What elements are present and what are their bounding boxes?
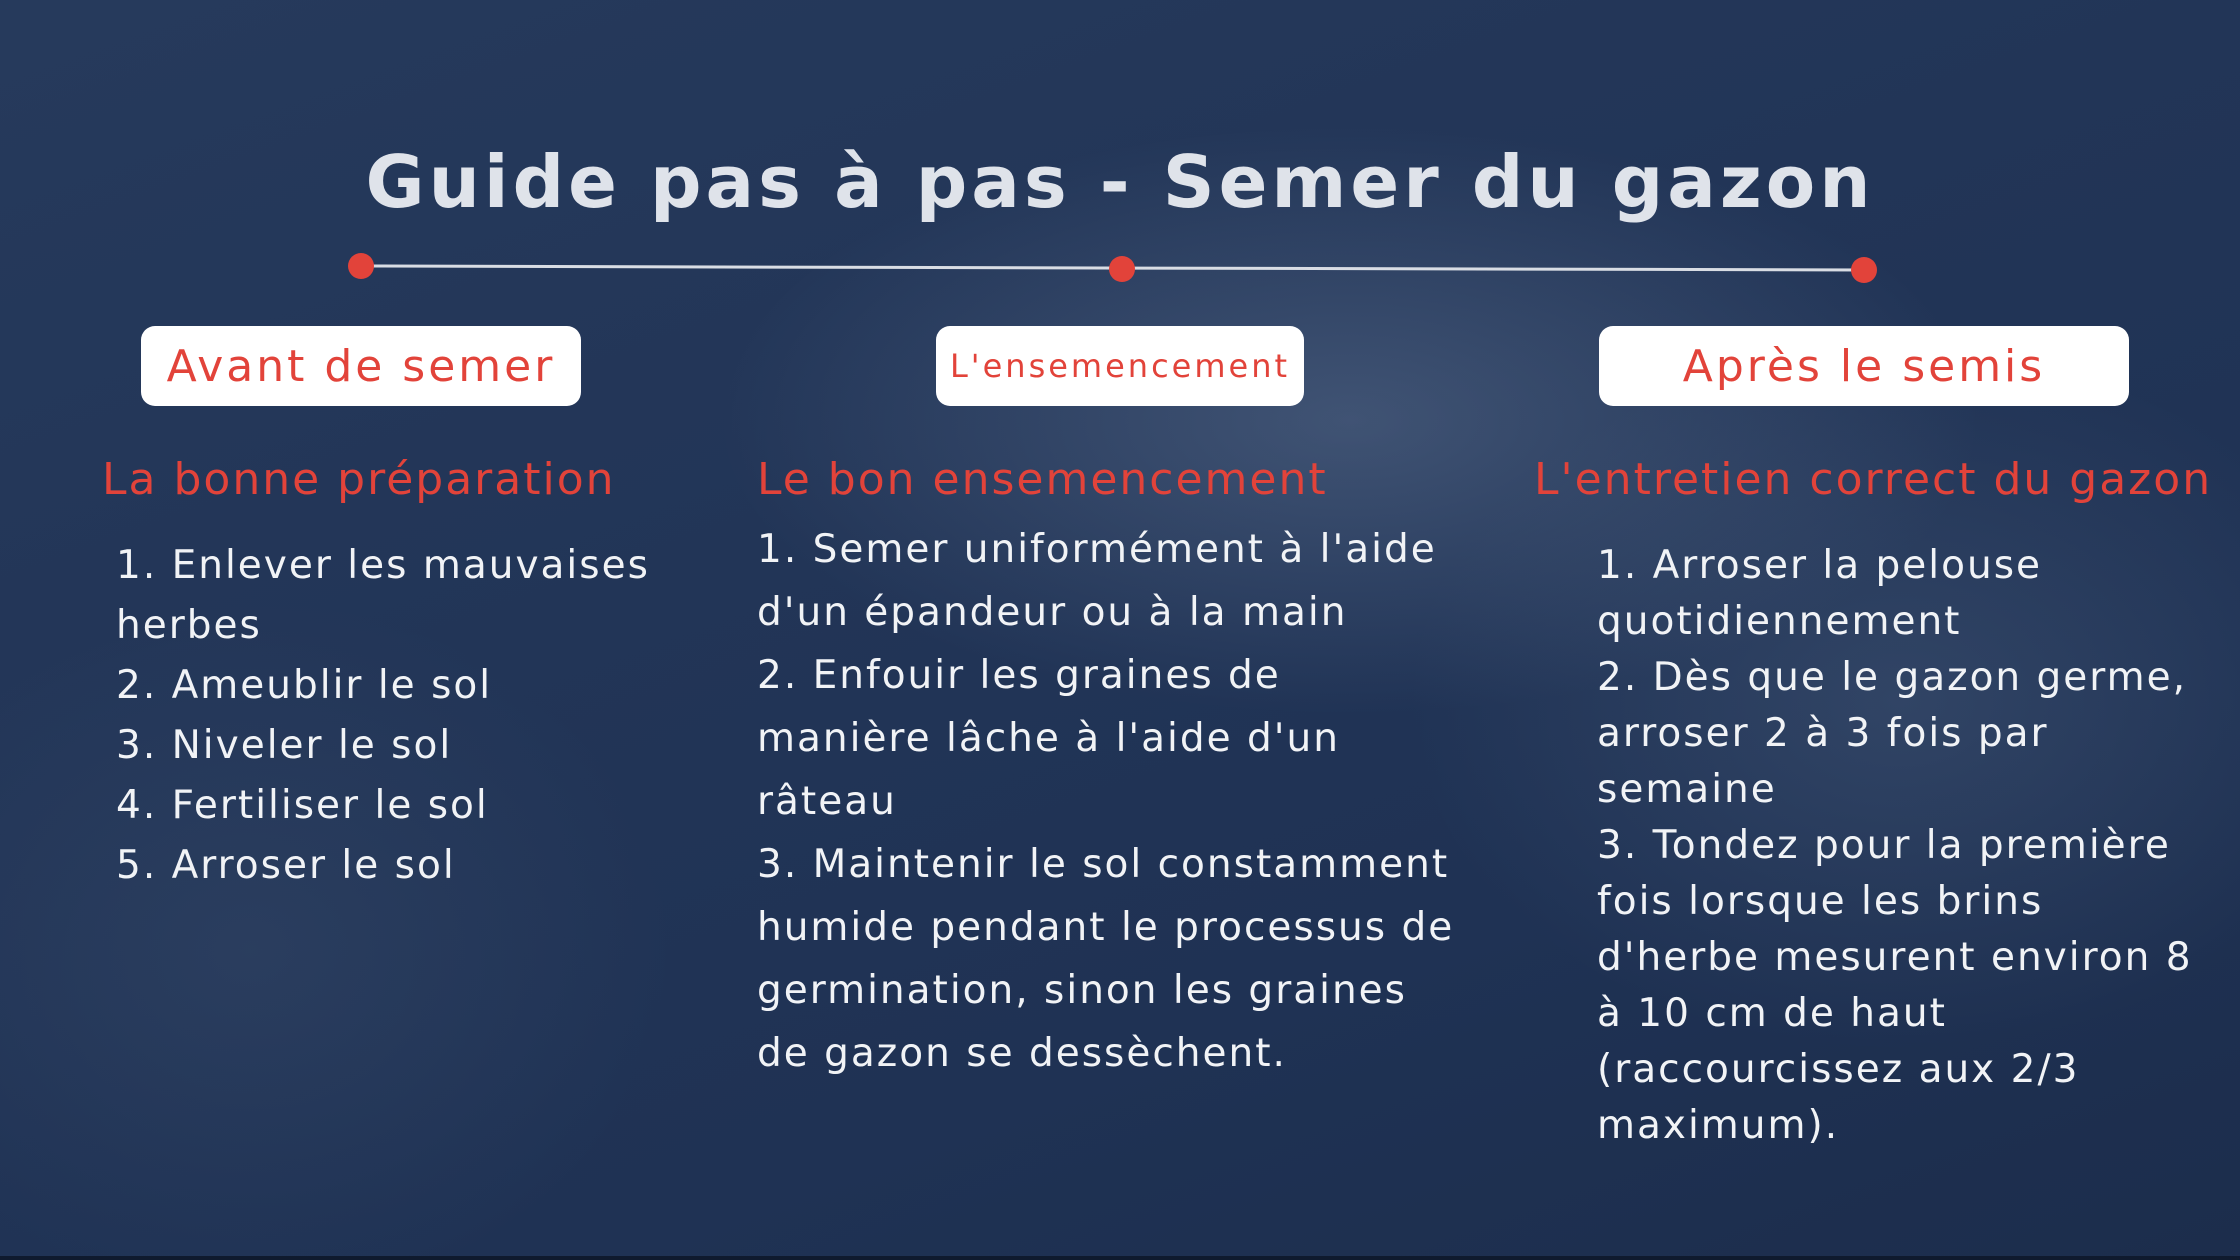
bottom-edge bbox=[0, 1256, 2240, 1260]
timeline bbox=[0, 0, 2240, 320]
timeline-dot-2 bbox=[1109, 256, 1135, 282]
sowing-steps-list bbox=[757, 518, 1457, 1085]
list-item: 1. Semer uniformément à l'aide d'un épandeur ou à la main bbox=[757, 527, 1437, 635]
step-label-before-sowing: Avant de semer bbox=[141, 326, 581, 406]
list-item: 2. Enfouir les graines de manière lâche à l'aide d'un râteau bbox=[757, 653, 1340, 824]
page-title: Guide pas à pas - Semer du gazon bbox=[365, 140, 1875, 225]
list-item: 1. Enlever les mauvaises herbes bbox=[116, 543, 650, 648]
list-item: 2. Ameublir le sol bbox=[116, 663, 493, 708]
list-item: 3. Niveler le sol bbox=[116, 723, 453, 768]
column-heading-sowing: Le bon ensemencement bbox=[757, 454, 1328, 505]
preparation-steps-list bbox=[116, 536, 676, 896]
maintenance-steps-list bbox=[1597, 538, 2217, 1154]
timeline-dot-1 bbox=[348, 253, 374, 279]
timeline-dot-3 bbox=[1851, 257, 1877, 283]
list-item: 4. Fertiliser le sol bbox=[116, 783, 489, 828]
column-heading-preparation: La bonne préparation bbox=[102, 454, 616, 505]
step-label-sowing: L'ensemencement bbox=[936, 326, 1304, 406]
list-item: 3. Maintenir le sol constamment humide pendant le processus de germination, sinon les graines de gazon se dessèchent. bbox=[757, 842, 1455, 1076]
list-item: 5. Arroser le sol bbox=[116, 843, 456, 888]
list-item: 3. Tondez pour la première fois lorsque les brins d'herbe mesurent environ 8 à 10 cm de haut (raccourcissez aux 2/3 maximum). bbox=[1597, 823, 2193, 1148]
column-heading-maintenance: L'entretien correct du gazon bbox=[1534, 454, 2213, 505]
list-item: 2. Dès que le gazon germe, arroser 2 à 3 fois par semaine bbox=[1597, 655, 2188, 812]
step-label-after-sowing: Après le semis bbox=[1599, 326, 2129, 406]
list-item: 1. Arroser la pelouse quotidiennement bbox=[1597, 543, 2043, 644]
